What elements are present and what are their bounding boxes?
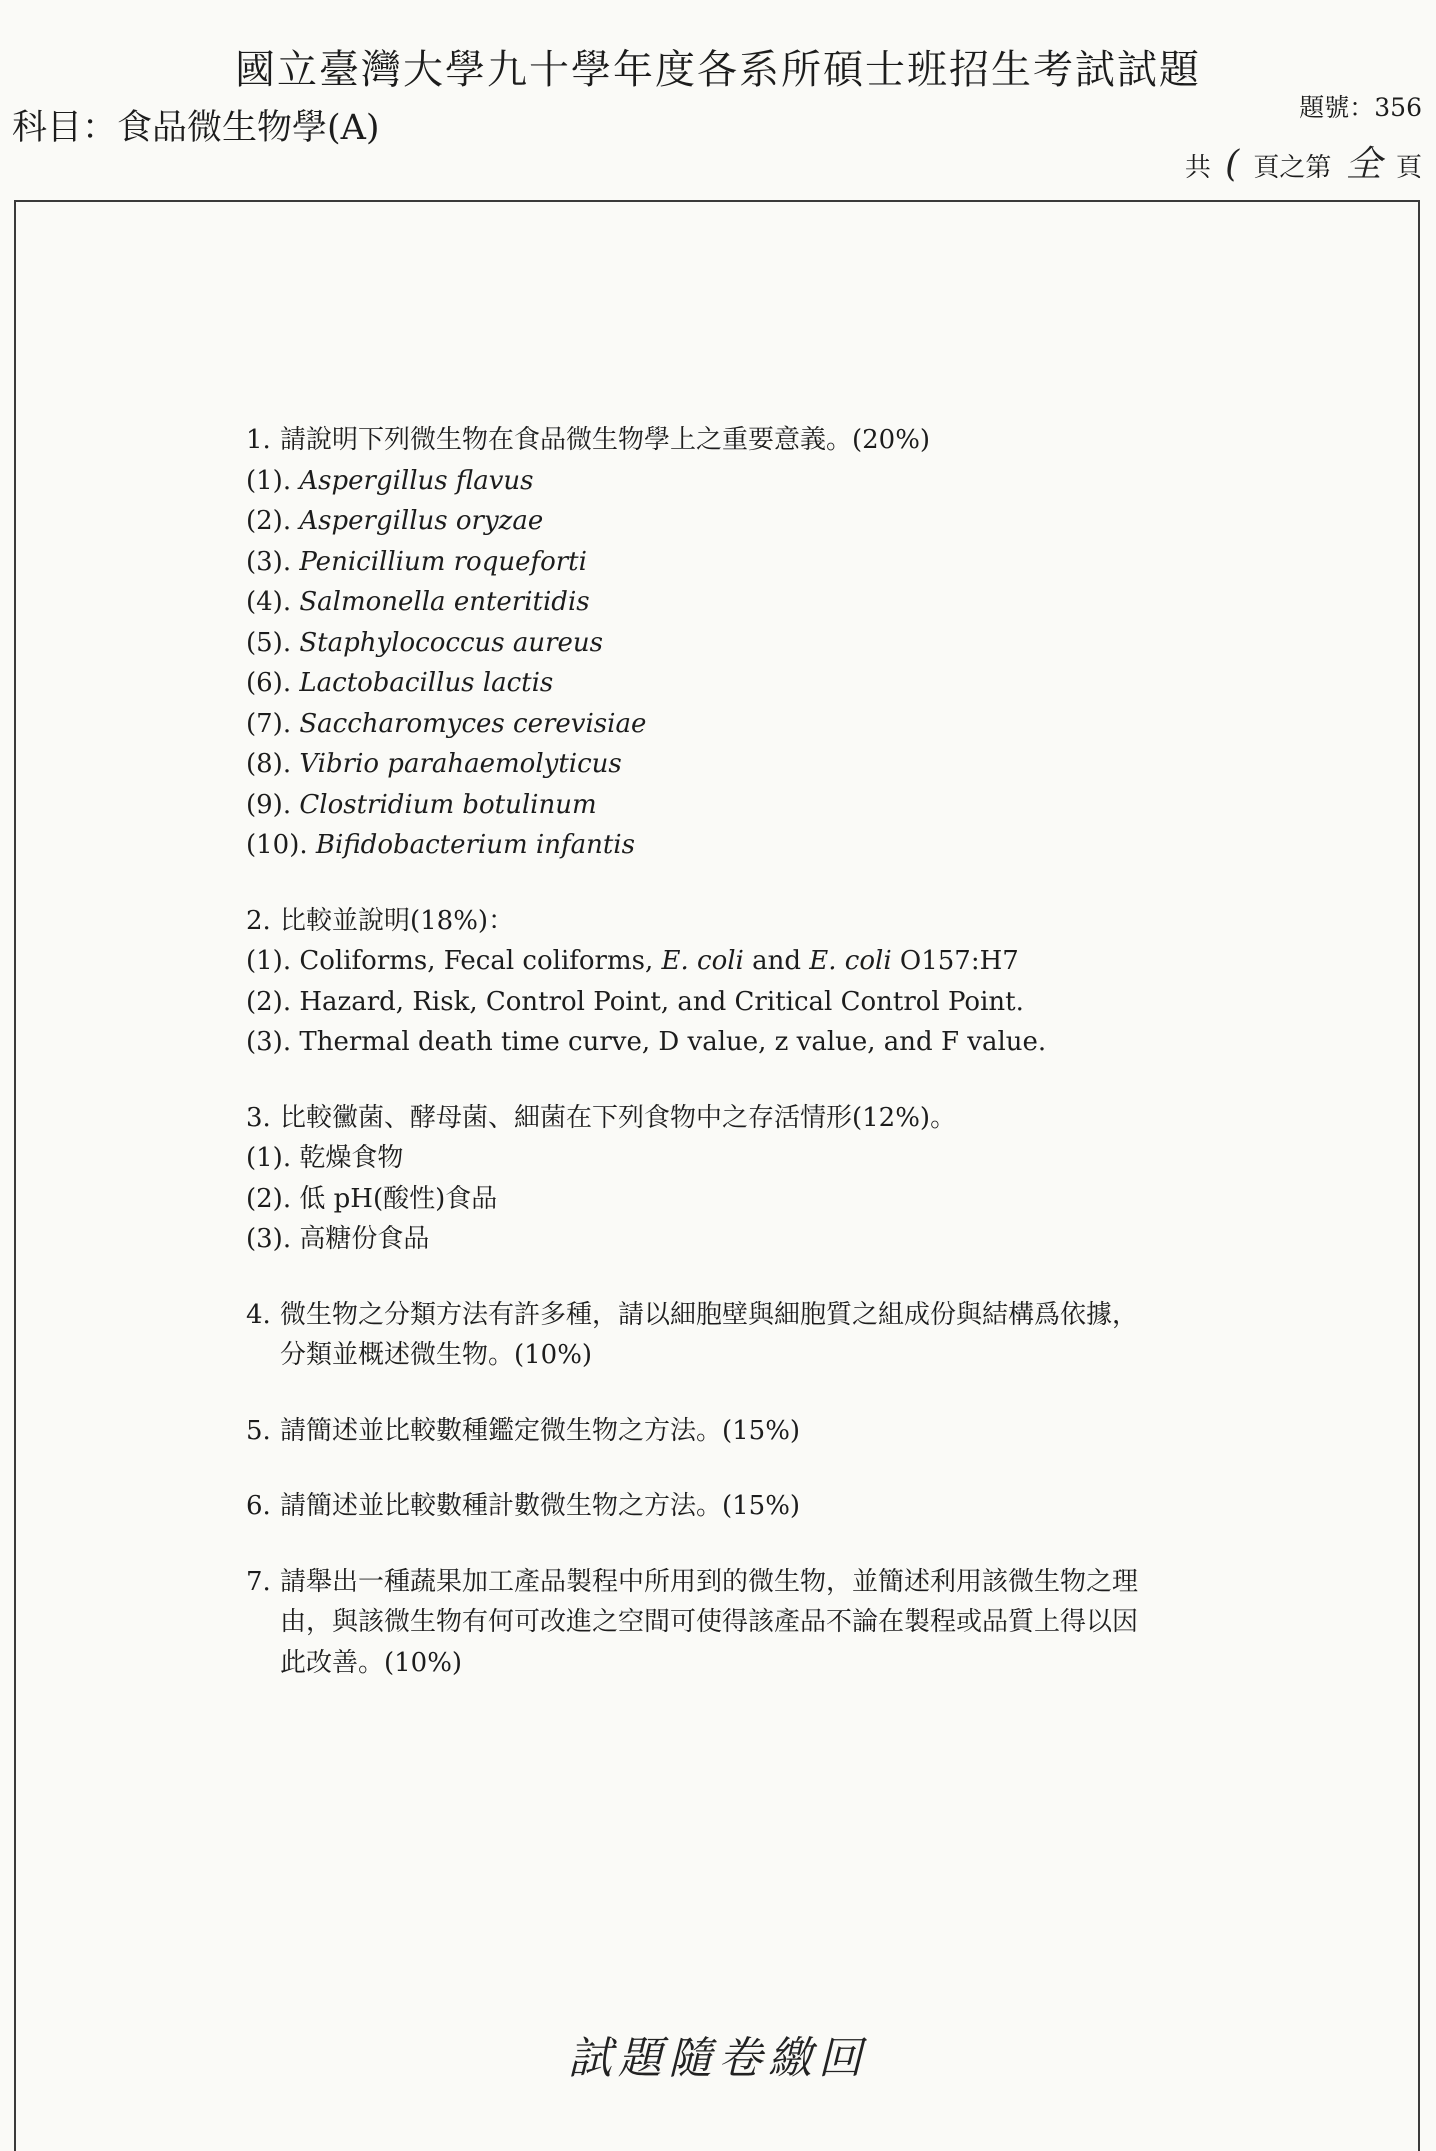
organism-name: Clostridium botulinum: [299, 789, 597, 820]
list-item: (10). Bifidobacterium infantis: [246, 830, 635, 860]
subject-line: 科目：食品微生物學(A): [12, 108, 380, 148]
pages-middle: 頁之第: [1253, 153, 1332, 183]
question-number-label: 1.: [246, 425, 271, 455]
list-item: (1). Coliforms, Fecal coliforms, E. coli and E. coli O157:H7: [246, 946, 1019, 976]
organism-name: Aspergillus oryzae: [299, 506, 544, 536]
question-4: [246, 1295, 1246, 1376]
list-item: (7). Saccharomyces cerevisiae: [246, 708, 647, 739]
question-text: 請說明下列微生物在食品微生物學上之重要意義。(20%): [280, 425, 931, 455]
list-item: (3). 高糖份食品: [246, 1224, 430, 1254]
question-text: 微生物之分類方法有許多種，請以細胞壁與細胞質之組成份與結構爲依據，: [280, 1299, 1139, 1330]
question-number-label: 6.: [246, 1491, 271, 1521]
pages-total: (: [1225, 144, 1240, 185]
question-number: 題號：356: [1299, 93, 1422, 122]
list-item: (1). 乾燥食物: [246, 1143, 404, 1173]
question-text: 比較黴菌、酵母菌、細菌在下列食物中之存活情形(12%)。: [280, 1102, 957, 1133]
list-item: (3). Thermal death time curve, D value, z value, and F value.: [246, 1027, 1047, 1057]
question-2: [246, 901, 1246, 1063]
organism-name: Aspergillus flavus: [299, 465, 534, 496]
question-number-label: 4.: [246, 1299, 271, 1330]
list-item: (5). Staphylococcus aureus: [246, 627, 604, 658]
page-count: [1185, 136, 1422, 187]
question-5: [246, 1411, 1246, 1452]
list-item: (2). Aspergillus oryzae: [246, 506, 544, 536]
question-text-continued: 由，與該微生物有何可改進之空間可使得該產品不論在製程或品質上得以因: [280, 1607, 1139, 1637]
question-3: [246, 1098, 1246, 1260]
question-1: [246, 420, 1246, 866]
list-item: (9). Clostridium botulinum: [246, 789, 597, 820]
list-item: (2). 低 pH(酸性)食品: [246, 1183, 498, 1214]
list-item: (1). Aspergillus flavus: [246, 465, 534, 496]
organism-name: Salmonella enteritidis: [299, 587, 590, 617]
organism-name: Penicillium roqueforti: [299, 546, 587, 577]
list-item: (6). Lactobacillus lactis: [246, 668, 554, 698]
question-text: 請舉出一種蔬果加工產品製程中所用到的微生物，並簡述利用該微生物之理: [280, 1566, 1139, 1597]
organism-name: Staphylococcus aureus: [299, 627, 604, 658]
organism-name: Vibrio parahaemolyticus: [299, 749, 622, 779]
question-text: 請簡述並比較數種計數微生物之方法。(15%): [280, 1491, 801, 1521]
question-number-label: 7.: [246, 1566, 271, 1597]
return-with-answer-stamp: 試題隨卷繳回: [568, 2033, 868, 2084]
question-text: 比較並說明(18%)：: [280, 905, 515, 936]
organism-name: Lactobacillus lactis: [299, 668, 554, 698]
question-list: [246, 420, 1246, 1683]
pages-suffix: 頁: [1395, 153, 1422, 183]
exam-title: 國立臺灣大學九十學年度各系所碩士班招生考試試題: [235, 47, 1201, 93]
question-7: [246, 1562, 1246, 1684]
list-item: (2). Hazard, Risk, Control Point, and Critical Control Point.: [246, 986, 1024, 1017]
list-item: (8). Vibrio parahaemolyticus: [246, 749, 622, 779]
question-number-label: 2.: [246, 905, 271, 936]
organism-name: Bifidobacterium infantis: [315, 830, 635, 860]
question-text-continued: 分類並概述微生物。(10%): [280, 1340, 593, 1370]
organism-name: Saccharomyces cerevisiae: [299, 708, 647, 739]
list-item: (3). Penicillium roqueforti: [246, 546, 587, 577]
pages-prefix: 共: [1184, 153, 1211, 183]
pages-current: 全: [1345, 144, 1382, 185]
list-item: (4). Salmonella enteritidis: [246, 587, 590, 617]
question-number-label: 3.: [246, 1102, 271, 1133]
question-number-label: 5.: [246, 1415, 271, 1446]
question-text: 請簡述並比較數種鑑定微生物之方法。(15%): [280, 1415, 801, 1446]
question-6: [246, 1486, 1246, 1527]
question-text-continued: 此改善。(10%): [280, 1647, 463, 1678]
